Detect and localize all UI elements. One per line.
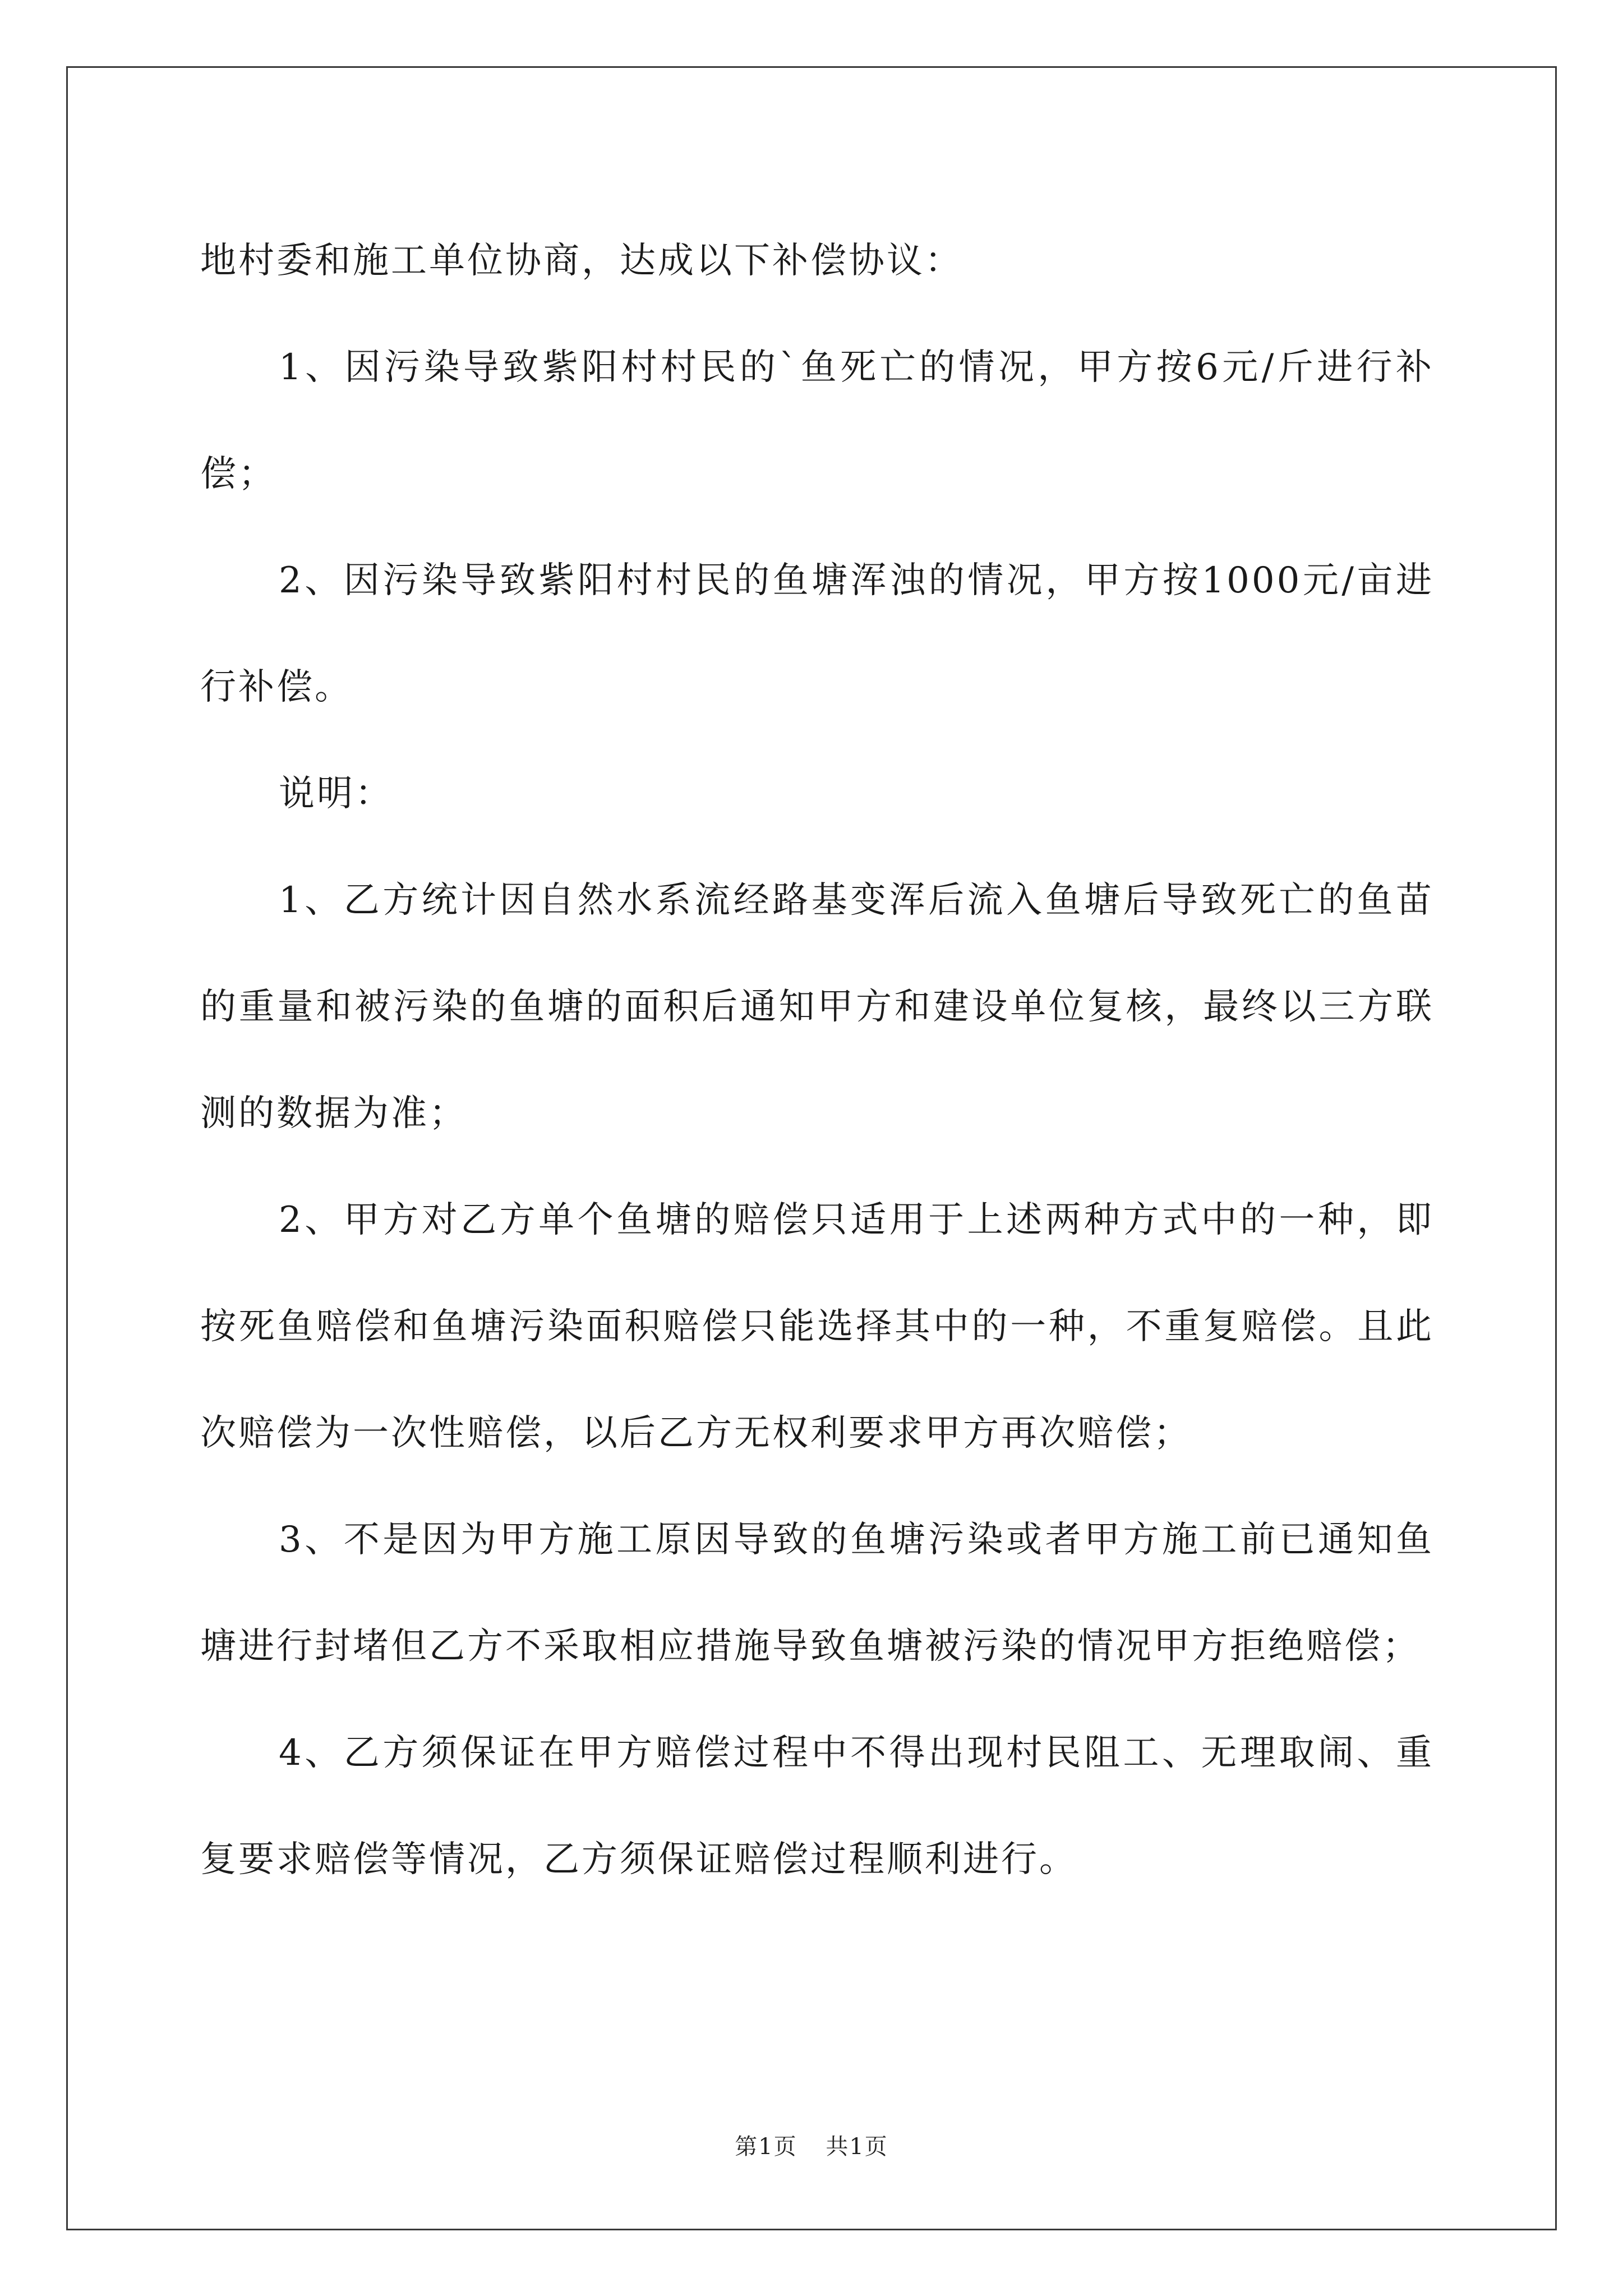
page-footer — [0, 2129, 1623, 2161]
paragraph-note-heading: 说明： — [279, 773, 393, 815]
paragraph-note-1: 1、乙方统计因自然水系流经路基变浑后流入鱼塘后导致死亡的鱼苗的重量和被污染的鱼塘的面积后通知甲方和建设单位复核，最终以三方联测的数据为准； — [200, 880, 1434, 1134]
document-body — [200, 208, 1434, 1913]
page-number: 第1页 — [735, 2134, 797, 2160]
page-total: 共1页 — [826, 2134, 888, 2160]
paragraph-note-3: 3、不是因为甲方施工原因导致的鱼塘污染或者甲方施工前已通知鱼塘进行封堵但乙方不采取相应措施导致鱼塘被污染的情况甲方拒绝赔偿； — [200, 1519, 1434, 1667]
paragraph-item-2: 2、因污染导致紫阳村村民的鱼塘浑浊的情况，甲方按1000元/亩进行补偿。 — [200, 560, 1434, 708]
paragraph-note-2: 2、甲方对乙方单个鱼塘的赔偿只适用于上述两种方式中的一种，即按死鱼赔偿和鱼塘污染面积赔偿只能选择其中的一种，不重复赔偿。且此次赔偿为一次性赔偿，以后乙方无权利要求甲方再次赔偿； — [200, 1199, 1434, 1454]
paragraph-note-4: 4、乙方须保证在甲方赔偿过程中不得出现村民阻工、无理取闹、重复要求赔偿等情况，乙方须保证赔偿过程顺利进行。 — [200, 1732, 1434, 1880]
paragraph-intro: 地村委和施工单位协商，达成以下补偿协议： — [200, 240, 963, 282]
paragraph-item-1: 1、因污染导致紫阳村村民的`鱼死亡的情况，甲方按6元/斤进行补偿； — [200, 347, 1434, 495]
